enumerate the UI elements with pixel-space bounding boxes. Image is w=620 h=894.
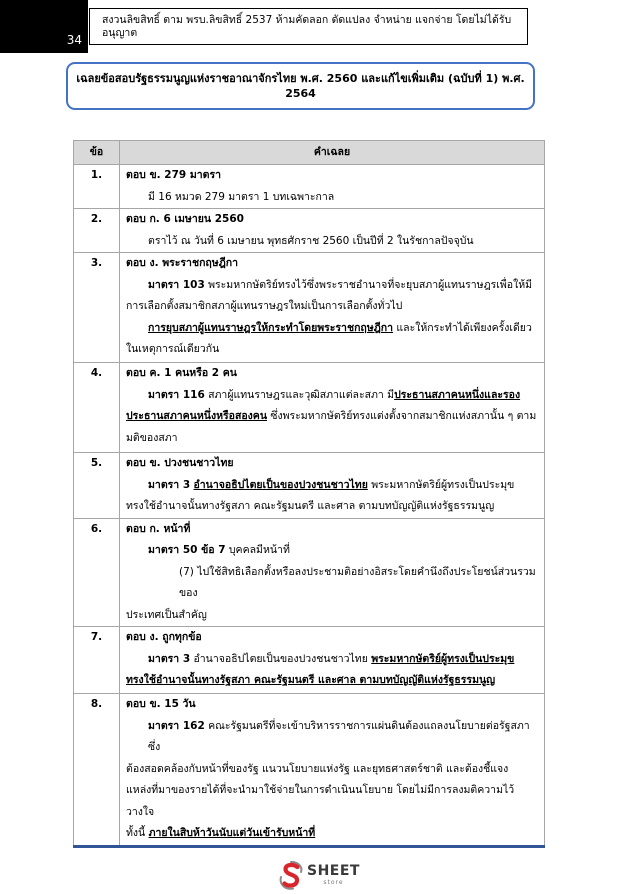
answer-choice: ตอบ ค. 1 คนหรือ 2 คน [126, 367, 237, 379]
logo-s-graphic [278, 860, 304, 890]
explanation-line [126, 428, 539, 450]
question-number: 1. [74, 165, 120, 209]
section-reference: มาตรา 3 [148, 478, 191, 491]
copyright-notice-box [89, 8, 528, 45]
explanation-line [126, 823, 539, 845]
page-title: เฉลยข้อสอบรัฐธรรมนูญแห่งราชอาณาจักรไทย พ.ศ. 2560 และแก้ไขเพิ่มเติม (ฉบับที่ 1) พ.ศ. 2564 [76, 72, 525, 100]
table-row [74, 694, 545, 847]
emphasized-text: ประธานสภาคนหนึ่งและรอง [394, 388, 521, 401]
answer-cell [120, 694, 545, 847]
logo-text: SHEET [307, 862, 360, 879]
emphasized-text: ภายในสิบห้าวันนับแต่วันเข้ารับหน้าที่ [148, 827, 316, 839]
explanation-line [126, 187, 539, 209]
explanation-text: พระมหากษัตริย์ทรงไว้ซึ่งพระราชอำนาจที่จะยุบสภาผู้แทนราษฎรเพื่อให้มี [208, 278, 533, 291]
explanation-line [126, 275, 539, 297]
explanation-line [126, 562, 539, 605]
title-box [66, 62, 535, 110]
explanation-text: อำนาจอธิปไตยเป็นของปวงชนชาวไทย [193, 652, 368, 665]
table-row [74, 627, 545, 694]
answer-cell [120, 209, 545, 253]
explanation-text: คณะรัฐมนตรีที่จะเข้าบริหารราชการแผ่นดินต้องแถลงนโยบายต่อรัฐสภาซึ่ง [148, 719, 530, 753]
explanation-line [126, 540, 539, 562]
explanation-line [126, 475, 539, 497]
table-row [74, 518, 545, 627]
answer-cell [120, 518, 545, 627]
logo-subtext: store [323, 878, 344, 886]
explanation-line [126, 759, 539, 781]
question-number: 2. [74, 209, 120, 253]
page-number: 34 [66, 33, 82, 47]
explanation-line [126, 670, 539, 692]
explanation-text: ทรงใช้อำนาจนั้นทางรัฐสภา คณะรัฐมนตรี และศาล ตามบทบัญญัติแห่งรัฐธรรมนูญ [126, 500, 495, 512]
answer-choice: ตอบ ข. 15 วัน [126, 698, 196, 710]
explanation-text: พระมหากษัตริย์ผู้ทรงเป็นประมุข [371, 478, 515, 491]
answer-cell [120, 453, 545, 519]
section-reference: มาตรา 162 [148, 719, 205, 732]
explanation-line [126, 605, 539, 627]
explanation-text: (7) ไปใช้สิทธิเลือกตั้งหรือลงประชามติอย่างอิสระโดยคำนึงถึงประโยชน์ส่วนรวมของ [179, 565, 536, 599]
table-row [74, 453, 545, 519]
explanation-text: ซึ่งพระมหากษัตริย์ทรงแต่งตั้งจากสมาชิกแห่งสภานั้น ๆ ตาม [270, 410, 537, 422]
column-header-answer: คำเฉลย [120, 141, 545, 165]
logo-wordmark [307, 864, 360, 886]
question-number: 5. [74, 453, 120, 519]
question-number: 3. [74, 253, 120, 363]
explanation-line [126, 496, 539, 518]
explanation-line [126, 649, 539, 671]
explanation-line [126, 318, 539, 340]
answer-choice: ตอบ ง. พระราชกฤษฎีกา [126, 257, 239, 269]
answer-cell [120, 165, 545, 209]
table-row [74, 363, 545, 453]
answer-cell [120, 627, 545, 694]
question-number: 4. [74, 363, 120, 453]
question-number: 6. [74, 518, 120, 627]
sheet-store-s-icon [278, 860, 304, 890]
explanation-line [126, 780, 539, 823]
emphasized-text: อำนาจอธิปไตยเป็นของปวงชนชาวไทย [193, 478, 368, 491]
question-number: 7. [74, 627, 120, 694]
answer-table [73, 140, 545, 848]
explanation-line [126, 406, 539, 428]
table-body [74, 165, 545, 847]
table-head [74, 141, 545, 165]
explanation-text: และให้กระทำได้เพียงครั้งเดียว [396, 321, 532, 334]
section-reference: มาตรา 116 [148, 388, 205, 401]
answer-section [73, 140, 545, 894]
answer-choice: ตอบ ข. ปวงชนชาวไทย [126, 457, 234, 469]
answer-choice: ตอบ ข. 279 มาตรา [126, 169, 222, 181]
explanation-text: ต้องสอดคล้องกับหน้าที่ของรัฐ แนวนโยบายแห่งรัฐ และยุทธศาสตร์ชาติ และต้องชี้แจง [126, 762, 509, 775]
explanation-text: ในเหตุการณ์เดียวกัน [126, 343, 220, 355]
section-reference: มาตรา 50 ข้อ 7 [148, 544, 226, 556]
answer-choice: ตอบ ง. ถูกทุกข้อ [126, 631, 202, 643]
emphasized-text: การยุบสภาผู้แทนราษฎรให้กระทำโดยพระราชกฤษฎีกา [148, 321, 394, 334]
emphasized-text: ทรงใช้อำนาจนั้นทางรัฐสภา คณะรัฐมนตรี และศาล ตามบทบัญญัติแห่งรัฐธรรมนูญ [126, 674, 496, 686]
sheet-store-logo [278, 859, 360, 891]
section-reference: มาตรา 3 [148, 652, 191, 665]
table-row [74, 165, 545, 209]
emphasized-text: พระมหากษัตริย์ผู้ทรงเป็นประมุข [371, 652, 515, 665]
explanation-text: การเลือกตั้งสมาชิกสภาผู้แทนราษฎรใหม่เป็นการเลือกตั้งทั่วไป [126, 300, 403, 312]
explanation-line [126, 296, 539, 318]
table-row [74, 253, 545, 363]
explanation-line [126, 339, 539, 361]
page-number-tab [0, 0, 88, 53]
answer-cell [120, 253, 545, 363]
explanation-line [126, 716, 539, 759]
question-number: 8. [74, 694, 120, 847]
answer-cell [120, 363, 545, 453]
explanation-line [126, 231, 539, 253]
explanation-text: มี 16 หมวด 279 มาตรา 1 บทเฉพาะกาล [148, 190, 335, 203]
explanation-text: บุคคลมีหน้าที่ [228, 544, 290, 556]
answer-choice: ตอบ ก. หน้าที่ [126, 522, 191, 535]
explanation-text: ทั้งนี้ [126, 827, 146, 839]
logo-s-stroke [285, 864, 298, 885]
explanation-line [126, 385, 539, 407]
answer-choice: ตอบ ก. 6 เมษายน 2560 [126, 213, 244, 225]
explanation-text: สภาผู้แทนราษฎรและวุฒิสภาแต่ละสภา มี [208, 388, 395, 401]
explanation-text: มติของสภา [126, 431, 178, 444]
table-row [74, 209, 545, 253]
explanation-text: แหล่งที่มาของรายได้ที่จะนำมาใช้จ่ายในการดำเนินนโยบาย โดยไม่มีการลงมติความไว้วางใจ [126, 784, 515, 818]
explanation-text: ตราไว้ ณ วันที่ 6 เมษายน พุทธศักราช 2560 เป็นปีที่ 2 ในรัชกาลปัจจุบัน [148, 234, 474, 247]
emphasized-text: ประธานสภาคนหนึ่งหรือสองคน [126, 410, 267, 422]
section-reference: มาตรา 103 [148, 278, 205, 291]
table-header-row [74, 141, 545, 165]
copyright-notice: สงวนลิขสิทธิ์ ตาม พรบ.ลิขสิทธิ์ 2537 ห้ามคัดลอก ดัดแปลง จำหน่าย แจกจ่าย โดยไม่ได้รับอนุญาต [102, 13, 512, 39]
explanation-text: ประเทศเป็นสำคัญ [126, 608, 207, 621]
column-header-number: ข้อ [74, 141, 120, 165]
